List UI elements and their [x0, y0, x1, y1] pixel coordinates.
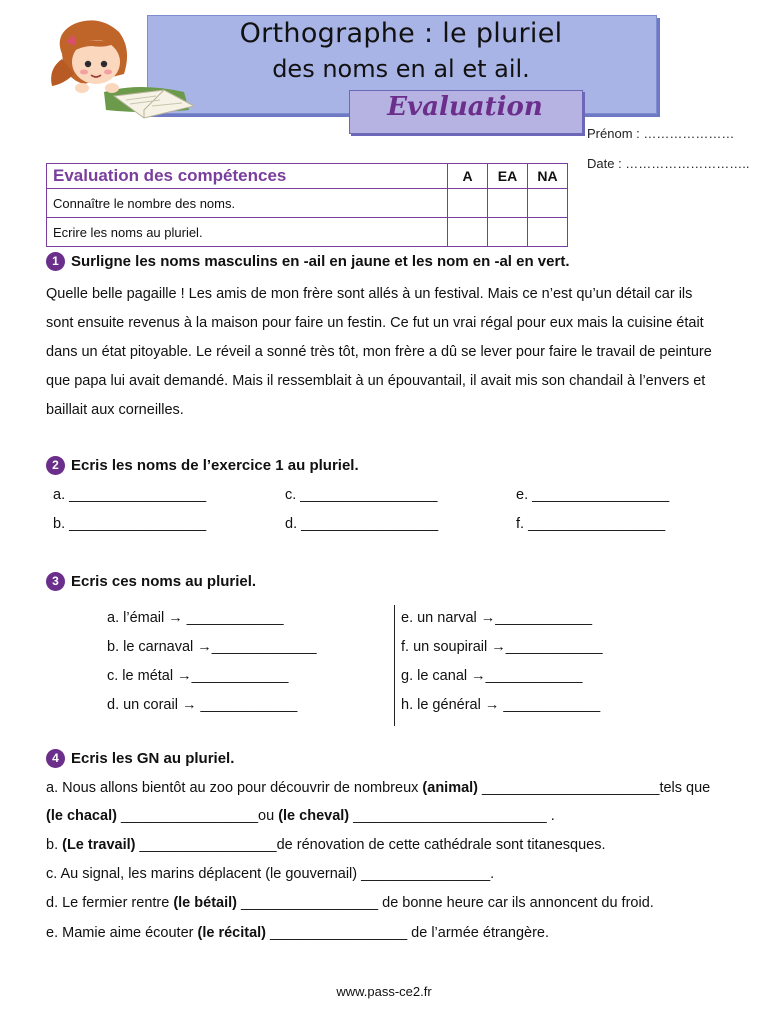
cell-a[interactable]: [448, 189, 488, 218]
gn-prompt: (le cheval): [278, 808, 350, 824]
answer-line-f[interactable]: f. _________________: [516, 516, 666, 532]
answer-line-a[interactable]: a. _________________: [53, 487, 207, 503]
date-field[interactable]: Date : ………………………..: [587, 156, 750, 171]
footer-url[interactable]: www.pass-ce2.fr: [336, 984, 432, 999]
sentence-text: b.: [46, 837, 63, 853]
sentence-text: _________________ou: [116, 808, 279, 824]
evaluation-label: Evaluation: [387, 92, 543, 122]
exercise-3-title: [46, 572, 256, 591]
exercise-2-instruction: Ecris les noms de l’exercice 1 au pluriel.: [71, 457, 359, 474]
exercise-4-instruction: Ecris les GN au pluriel.: [71, 750, 235, 767]
cell-na[interactable]: [528, 218, 568, 247]
girl-reading-illustration: [44, 14, 204, 129]
sentence-text: _________________ de bonne heure car ils annoncent du froid.: [236, 895, 654, 911]
cell-ea[interactable]: [488, 189, 528, 218]
sentence-text: ________________________ .: [349, 808, 555, 824]
cell-ea[interactable]: [488, 218, 528, 247]
gn-sentence-e[interactable]: [46, 925, 549, 941]
plural-item-c[interactable]: c. le métal →____________: [107, 668, 289, 684]
text-line: sont ensuite revenus à la maison pour faire un festin. Ce fut un vrai régal pour eux mais la cuisine était: [46, 315, 704, 331]
gn-sentence-c[interactable]: c. Au signal, les marins déplacent (le gouvernail) ________________.: [46, 866, 495, 882]
answer-line-c[interactable]: c. _________________: [285, 487, 438, 503]
gn-sentence-b[interactable]: [46, 837, 605, 853]
exercise-number-badge: 1: [46, 252, 65, 271]
exercise-number-badge: 2: [46, 456, 65, 475]
prenom-field[interactable]: Prénom : …………………: [587, 126, 735, 141]
gn-prompt: (le chacal): [46, 808, 117, 824]
text-line: baillait aux corneilles.: [46, 402, 184, 418]
gn-sentence-a-line1[interactable]: [46, 780, 710, 796]
plural-item-h[interactable]: h. le général → ____________: [401, 697, 601, 713]
sentence-text: _________________de rénovation de cette cathédrale sont titanesques.: [135, 837, 606, 853]
competence-row-label: Ecrire les noms au pluriel.: [47, 218, 448, 247]
exercise-number-badge: 3: [46, 572, 65, 591]
exercise-2-title: [46, 456, 359, 475]
col-a: A: [448, 164, 488, 189]
text-line: que papa lui avait demandé. Mais il ressemblait à un épouvantail, il avait mis son chandail à l’envers et: [46, 373, 706, 389]
col-na: NA: [528, 164, 568, 189]
sentence-text: a. Nous allons bientôt au zoo pour découvrir de nombreux: [46, 780, 423, 796]
exercise-1-instruction: Surligne les noms masculins en -ail en jaune et les nom en -al en vert.: [71, 253, 570, 270]
exercise-4-title: [46, 749, 234, 768]
competence-table-title: Evaluation des compétences: [47, 164, 448, 189]
column-divider: [394, 605, 395, 726]
exercise-3-instruction: Ecris ces noms au pluriel.: [71, 573, 257, 590]
sentence-text: e. Mamie aime écouter: [46, 925, 198, 941]
gn-sentence-d[interactable]: [46, 895, 654, 911]
plural-item-b[interactable]: b. le carnaval →_____________: [107, 639, 317, 655]
plural-item-e[interactable]: e. un narval →____________: [401, 610, 593, 626]
text-line: Quelle belle pagaille ! Les amis de mon frère sont allés à un festival. Mais ce n’est qu’un détail car ils: [46, 286, 693, 302]
competence-table: [46, 163, 568, 247]
title-line-1: Orthographe : le pluriel: [239, 18, 563, 49]
sentence-text: _________________ de l’armée étrangère.: [266, 925, 549, 941]
competence-row-label: Connaître le nombre des noms.: [47, 189, 448, 218]
answer-line-d[interactable]: d. _________________: [285, 516, 439, 532]
plural-item-f[interactable]: f. un soupirail →____________: [401, 639, 603, 655]
cell-a[interactable]: [448, 218, 488, 247]
sentence-text: ______________________tels que: [478, 780, 711, 796]
exercise-1-title: [46, 252, 570, 271]
plural-item-g[interactable]: g. le canal →____________: [401, 668, 583, 684]
answer-line-b[interactable]: b. _________________: [53, 516, 207, 532]
gn-sentence-a-line2[interactable]: [46, 808, 555, 824]
answer-line-e[interactable]: e. _________________: [516, 487, 670, 503]
gn-prompt: (Le travail): [62, 837, 136, 853]
title-line-2: des noms en al et ail.: [272, 55, 530, 83]
exercise-number-badge: 4: [46, 749, 65, 768]
exercise-1-text: [46, 280, 746, 425]
gn-prompt: (animal): [422, 780, 479, 796]
col-ea: EA: [488, 164, 528, 189]
plural-item-a[interactable]: a. l’émail → ____________: [107, 610, 284, 626]
plural-item-d[interactable]: d. un corail → ____________: [107, 697, 298, 713]
text-line: dans un état pitoyable. Le réveil a sonné très tôt, mon frère a dû se lever pour faire le travail de peinture: [46, 344, 712, 360]
gn-prompt: (le récital): [197, 925, 267, 941]
sentence-text: d. Le fermier rentre: [46, 895, 174, 911]
gn-prompt: (le bétail): [173, 895, 237, 911]
cell-na[interactable]: [528, 189, 568, 218]
